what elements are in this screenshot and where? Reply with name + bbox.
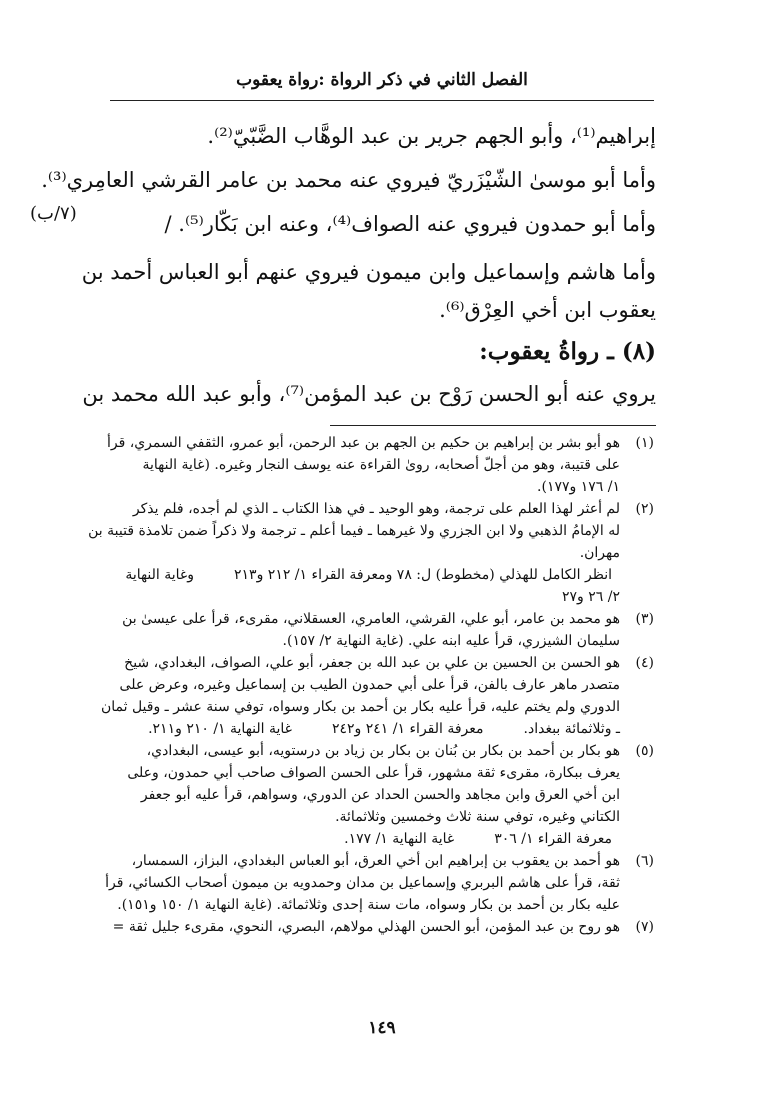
text-line: إبراهيم⁽¹⁾، وأبو الجهم جرير بن عبد الوهَّاب الضَّبّيّ⁽²⁾.: [207, 124, 656, 148]
source-ref: وغاية النهاية: [125, 567, 195, 583]
text-line: يروي عنه أبو الحسن رَوْح بن عبد المؤمن⁽⁷⁾، وأبو عبد الله محمد بن: [82, 382, 656, 406]
footnote-line: هو أبو بشر بن إبراهيم بن حكيم بن الجهم بن عبد الرحمن، أبو عمرو، الثقفي السمري، قرأ: [106, 435, 620, 451]
footnote-line: ابن أخي العرق وابن مجاهد والحسن الحداد عن الدوري، وسواهم، قرأ عليه أبو جعفر: [140, 787, 620, 803]
footnote: [100, 652, 654, 740]
footnote-line: الكتاني وغيره، توفي سنة ثلاث وخمسين وثلاثمائة.: [335, 809, 620, 825]
page-number: ١٤٩: [368, 1018, 396, 1038]
footnote-number: (٥): [635, 743, 654, 759]
text-line: وأما أبو حمدون فيروي عنه الصواف⁽⁴⁾، وعنه ابن بَكّار⁽⁵⁾. /: [164, 212, 656, 236]
text-line: وأما أبو موسىٰ الشّيْزَريّ فيروي عنه محمد بن عامر القرشي العامِري⁽³⁾.: [41, 168, 656, 192]
footnote-number: (٤): [635, 655, 654, 671]
footnote-line: له الإمامُ الذهبي ولا ابن الجزري ولا غيرهما ـ فيما أعلم ـ ترجمة ولا ذكراً ضمن تلامذة قتيبة بن: [88, 523, 620, 539]
footnote-number: (٣): [635, 611, 654, 627]
footnote-line: ثقة، قرأ على هاشم البربري وإسماعيل بن مدان وحمدويه بن ميمون أصحاب الكسائي، قرأ: [105, 875, 620, 891]
footnote-line: هو روح بن عبد المؤمن، أبو الحسن الهذلي مولاهم، البصري، النحوي، مقرىء جليل ثقة =: [112, 919, 620, 935]
footnote: [110, 740, 654, 850]
source-ref: معرفة القراء ١/ ٢٤١ و٢٤٢: [331, 721, 484, 737]
text-line: يعقوب ابن أخي العِرْق⁽⁶⁾.: [439, 298, 656, 322]
footnote-line: هو بكار بن أحمد بن بكار بن بُنان بن بكار بن زياد بن درستويه، أبو عيسى، البغدادي،: [146, 743, 620, 759]
folio-marker: (٧/ب): [30, 203, 77, 224]
footnote-number: (٧): [635, 919, 654, 935]
footnote-source: [110, 828, 620, 850]
footnote-line: يعرف ببكارة، مقرىء ثقة مشهور، قرأ على الحسن الصواف صاحب أبي حمدون، وعلى: [127, 765, 620, 781]
footnote: [88, 498, 654, 608]
footnote-line: ـ وثلاثمائة ببغداد.: [523, 721, 620, 737]
source-ref: غاية النهاية ١/ ١٧٧.: [344, 831, 455, 847]
footnote-line: مهران.: [579, 545, 620, 561]
footnote: [110, 916, 654, 938]
footnote-source: ٢/ ٢٦ و٢٧: [561, 589, 620, 605]
running-title: الفصل الثاني في ذكر الرواة :رواة يعقوب: [236, 70, 528, 90]
footnote-line: على قتيبة، وهو من أجلّ أصحابه، روىٰ القراءة عنه يوسف النجار وغيره. (غاية النهاية: [142, 457, 620, 473]
footnote-line: هو الحسن بن الحسين بن علي بن عبد الله بن جعفر، أبو علي، الصواف، البغدادي، شيخ: [124, 655, 620, 671]
footnote: [110, 608, 654, 652]
footnote-number: (١): [635, 435, 654, 451]
footnote-line: متصدر ماهر عارف بالفن، قرأ على أبي حمدون الطيب بن إسماعيل وغيره، وعرض على: [119, 677, 620, 693]
text-line: وأما هاشم وإسماعيل وابن ميمون فيروي عنهم أبو العباس أحمد بن: [81, 260, 656, 284]
source-ref: انظر الكامل للهذلي (مخطوط) ل: ٧٨ ومعرفة القراء ١/ ٢١٢ و٢١٣: [234, 567, 612, 583]
footnote-line: الدوري ولم يختم عليه، قرأ عليه بكار بن أحمد بن بكار وسواه، توفي سنة عشر ـ وقيل ثمان: [100, 699, 620, 715]
footnote-line: ١/ ١٧٦ و١٧٧).: [537, 479, 620, 495]
footnote-source: [101, 718, 620, 740]
footnote-source: [88, 564, 620, 586]
footnote-rule: [330, 425, 656, 426]
footnote-number: (٦): [635, 853, 654, 869]
source-ref: معرفة القراء ١/ ٣٠٦: [494, 831, 612, 847]
footnote-line: هو أحمد بن يعقوب بن إبراهيم ابن أخي العرق، أبو العباس البغدادي، البزاز، السمسار،: [131, 853, 620, 869]
footnote-line: عليه بكار بن أحمد بن بكار وسواه، مات سنة إحدى وثلاثمائة. (غاية النهاية ١/ ١٥٠ و١٥١).: [117, 897, 620, 913]
footnote-line: هو محمد بن عامر، أبو علي، القرشي، العامري، العسقلاني، مقرىء، قرأ على عيسىٰ بن: [122, 611, 620, 627]
source-ref: غاية النهاية ١/ ٢١٠ و٢١١.: [148, 721, 292, 737]
header-rule: [110, 100, 654, 101]
section-title: (٨) ـ رواةُ يعقوب:: [479, 338, 656, 365]
footnotes: [88, 432, 654, 938]
footnote-line: لم أعثر لهذا العلم على ترجمة، وهو الوحيد ـ في هذا الكتاب ـ الذي لم أجده، فلم يذكر: [132, 501, 620, 517]
footnote-number: (٢): [635, 501, 654, 517]
footnote-line: سليمان الشيزري، قرأ عليه ابنه علي. (غاية النهاية ٢/ ١٥٧).: [282, 633, 620, 649]
footnote: [106, 432, 654, 498]
footnote: [105, 850, 654, 916]
